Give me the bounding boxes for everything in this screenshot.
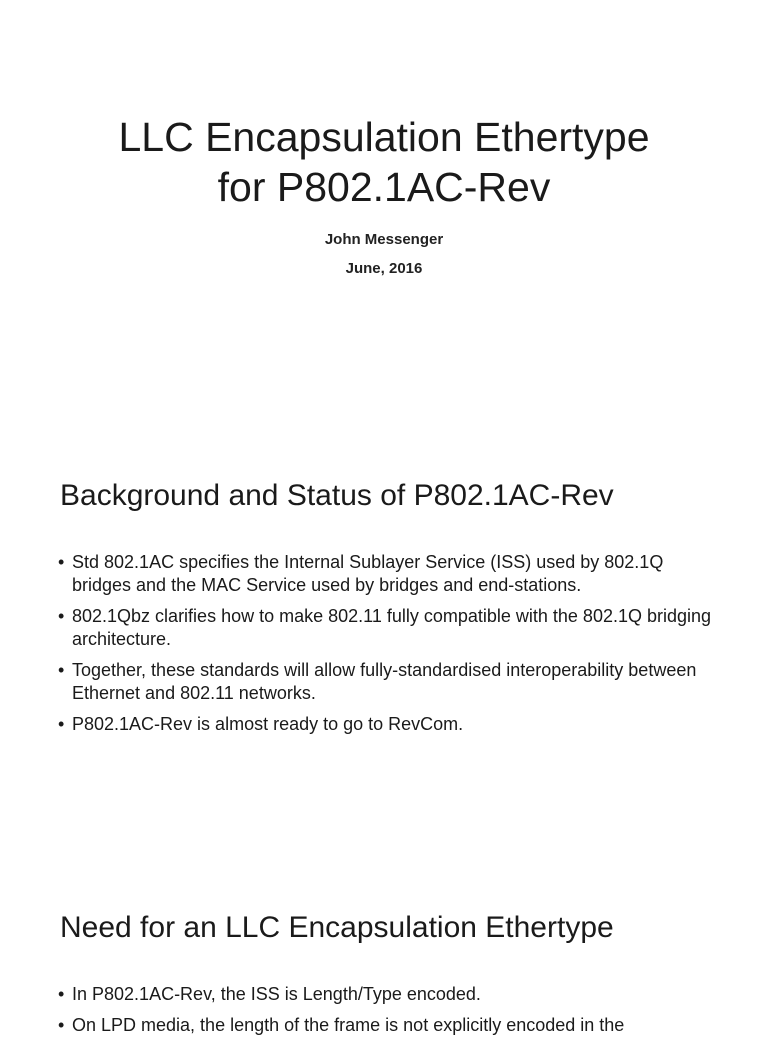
- slide-title: [40, 112, 728, 212]
- bullet-item: • On LPD media, the length of the frame is not explicitly encoded in the: [58, 1014, 716, 1037]
- slide-heading: Background and Status of P802.1AC-Rev: [60, 479, 614, 512]
- bullet-item: • P802.1AC-Rev is almost ready to go to RevCom.: [58, 713, 716, 736]
- slide-title-line-1: LLC Encapsulation Ethertype: [118, 114, 650, 160]
- bullet-item: • Together, these standards will allow fully-standardised interoperability between Ethernet and 802.11 networks.: [58, 659, 716, 705]
- bullet-item: • 802.1Qbz clarifies how to make 802.11 fully compatible with the 802.1Q bridging architecture.: [58, 605, 716, 651]
- title-slide: [0, 0, 768, 432]
- need-slide: [0, 860, 768, 1035]
- presentation-date: June, 2016: [345, 260, 423, 277]
- slide-title-line-2: for P802.1AC-Rev: [217, 164, 551, 210]
- bullet-item: • In P802.1AC-Rev, the ISS is Length/Type encoded.: [58, 983, 716, 1006]
- bullet-list: [58, 551, 716, 744]
- background-slide: [0, 436, 768, 856]
- author-name: John Messenger: [324, 231, 444, 248]
- bullet-item: • Std 802.1AC specifies the Internal Sublayer Service (ISS) used by 802.1Q bridges and the MAC Service used by bridges and end-stations.: [58, 551, 716, 597]
- bullet-list: [58, 983, 716, 1045]
- slide-heading: Need for an LLC Encapsulation Ethertype: [60, 911, 614, 944]
